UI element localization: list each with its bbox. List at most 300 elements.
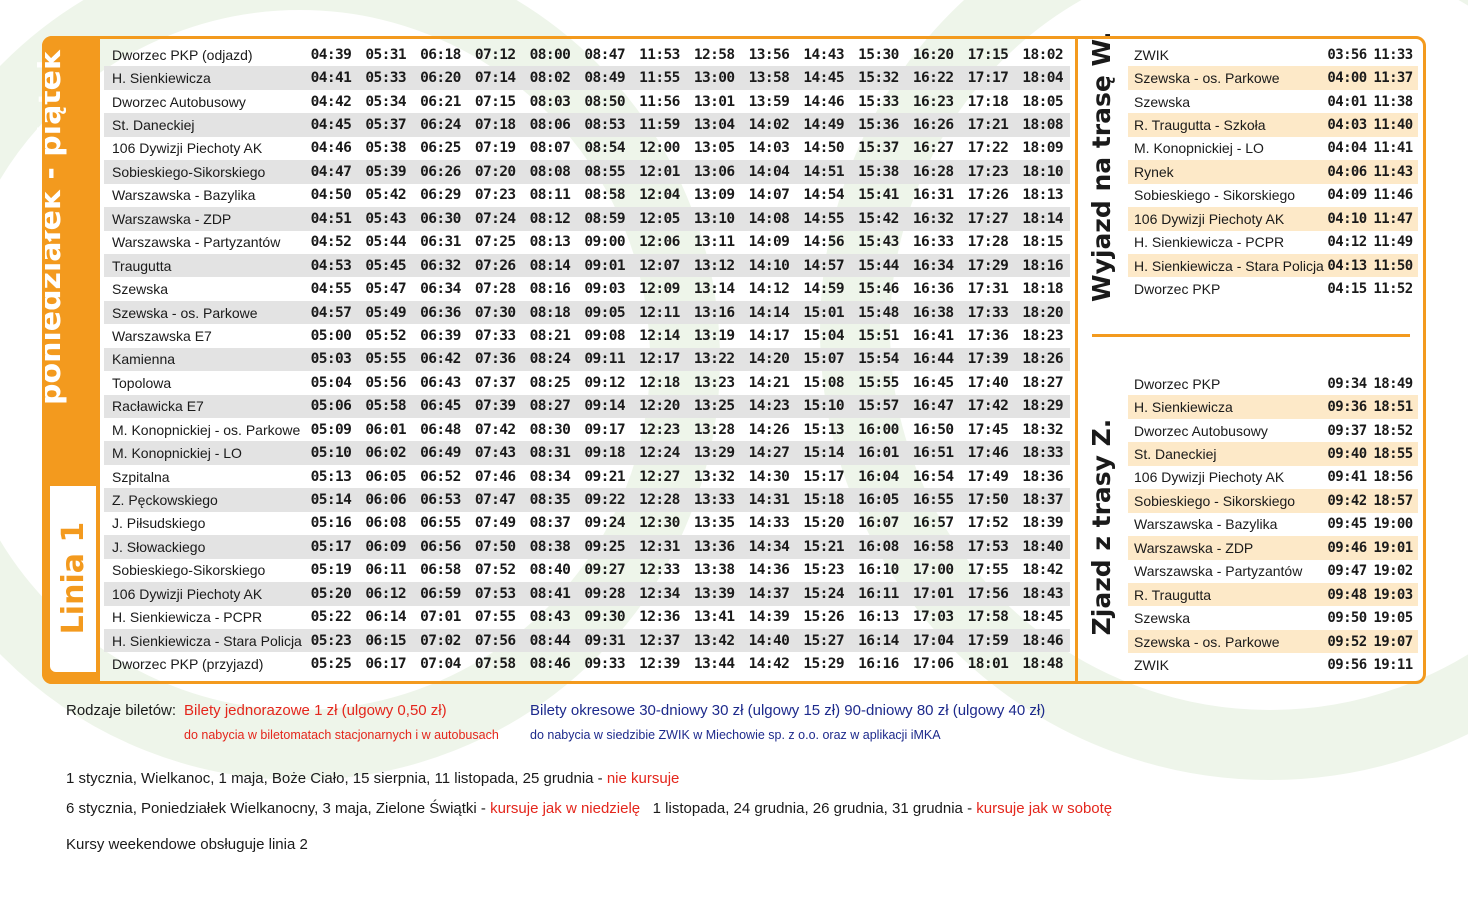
departure-time: 11:41	[1373, 140, 1413, 157]
departure-time: 06:39	[420, 327, 461, 344]
departure-time: 17:50	[967, 492, 1009, 509]
departure-time: 06:42	[420, 351, 461, 368]
departure-time: 14:14	[748, 304, 790, 321]
departure-time: 04:51	[310, 210, 352, 227]
departure-time: 09:33	[584, 656, 626, 673]
departure-time: 18:10	[1022, 163, 1064, 180]
departure-time: 17:22	[967, 140, 1009, 157]
departure-time: 11:56	[639, 93, 680, 110]
departure-time: 08:40	[529, 562, 571, 579]
departure-time: 06:58	[420, 562, 461, 579]
departure-time: 17:33	[967, 304, 1009, 321]
stop-name: Topolowa	[112, 374, 172, 391]
departure-time: 04:52	[310, 234, 352, 251]
departure-time: 18:23	[1022, 327, 1064, 344]
stop-name: St. Daneckiej	[112, 117, 195, 134]
departure-time: 12:09	[639, 281, 680, 298]
departure-time: 05:33	[365, 70, 407, 87]
departure-time: 17:17	[967, 70, 1009, 87]
tickets-label: Rodzaje biletów:	[66, 702, 177, 719]
departure-time: 18:33	[1022, 445, 1064, 462]
departure-time: 18:52	[1373, 422, 1413, 439]
departure-time: 13:42	[693, 632, 735, 649]
departure-time: 14:08	[748, 210, 790, 227]
departure-time: 13:05	[693, 140, 735, 157]
departure-time: 11:55	[639, 70, 680, 87]
departure-time: 16:11	[858, 585, 899, 602]
stop-name: Racławicka E7	[112, 398, 204, 415]
stop-name: Warszawska - Partyzantów	[1134, 563, 1303, 580]
departure-time: 09:48	[1327, 586, 1367, 603]
departure-time: 16:31	[912, 187, 954, 204]
stop-name: 106 Dywizji Piechoty AK	[1134, 210, 1285, 227]
departure-time: 07:36	[474, 351, 516, 368]
departure-time: 05:19	[310, 562, 352, 579]
departure-time: 18:09	[1022, 140, 1064, 157]
departure-time: 18:37	[1022, 492, 1064, 509]
departure-time: 19:03	[1373, 586, 1413, 603]
departure-time: 05:20	[310, 585, 352, 602]
departure-time: 08:58	[584, 187, 626, 204]
departure-time: 09:27	[584, 562, 626, 579]
stop-name: 106 Dywizji Piechoty AK	[112, 140, 263, 157]
departure-time: 11:40	[1373, 117, 1413, 134]
departure-time: 04:00	[1327, 70, 1367, 87]
departure-time: 05:52	[365, 327, 407, 344]
departure-time: 16:05	[858, 492, 899, 509]
departure-time: 07:26	[474, 257, 516, 274]
no-service-note	[66, 770, 679, 787]
departure-time: 17:15	[967, 46, 1009, 63]
departure-time: 12:58	[693, 46, 735, 63]
departure-time: 16:50	[912, 421, 954, 438]
stop-name: Sobieskiego - Sikorskiego	[1134, 187, 1296, 204]
departure-time: 09:08	[584, 327, 626, 344]
departure-time: 15:08	[803, 374, 845, 391]
stop-name: 106 Dywizji Piechoty AK	[1134, 469, 1285, 486]
departure-time: 08:54	[584, 140, 626, 157]
departure-time: 07:49	[474, 515, 516, 532]
departure-time: 13:11	[693, 234, 735, 251]
departure-time: 18:13	[1022, 187, 1064, 204]
departure-time: 09:45	[1327, 516, 1367, 533]
departure-time: 12:36	[639, 609, 680, 626]
departure-time: 09:25	[584, 538, 626, 555]
departure-time: 14:27	[748, 445, 790, 462]
departure-time: 14:17	[748, 327, 790, 344]
departure-time: 19:07	[1373, 633, 1413, 650]
departure-time: 17:59	[967, 632, 1009, 649]
departure-time: 16:16	[858, 656, 899, 673]
departure-time: 05:25	[310, 656, 352, 673]
departure-time: 06:12	[365, 585, 407, 602]
departure-time: 15:18	[803, 492, 845, 509]
departure-time: 12:18	[639, 374, 680, 391]
departure-time: 05:49	[365, 304, 407, 321]
departure-time: 08:35	[529, 492, 571, 509]
departure-time: 18:42	[1022, 562, 1064, 579]
departure-time: 15:26	[803, 609, 845, 626]
departure-time: 18:32	[1022, 421, 1064, 438]
departure-time: 06:09	[365, 538, 407, 555]
departure-time: 06:15	[365, 632, 407, 649]
departure-time: 17:23	[967, 163, 1009, 180]
saturday-label: kursuje jak w sobotę	[976, 800, 1113, 817]
departure-time: 04:09	[1327, 187, 1367, 204]
stop-name: Warszawska - Partyzantów	[112, 234, 281, 251]
departure-time: 18:51	[1373, 399, 1413, 416]
departure-time: 09:47	[1327, 563, 1367, 580]
departure-time: 06:02	[365, 445, 407, 462]
departure-time: 18:20	[1022, 304, 1064, 321]
departure-time: 11:50	[1373, 257, 1413, 274]
departure-time: 08:30	[529, 421, 571, 438]
departure-time: 13:16	[693, 304, 735, 321]
departure-time: 05:39	[365, 163, 407, 180]
departure-time: 08:06	[529, 117, 571, 134]
departure-time: 13:32	[693, 468, 735, 485]
departure-time: 05:37	[365, 117, 407, 134]
departure-time: 04:46	[310, 140, 352, 157]
departure-time: 16:41	[912, 327, 954, 344]
departure-time: 05:06	[310, 398, 352, 415]
departure-time: 06:52	[420, 468, 461, 485]
departure-time: 11:52	[1373, 281, 1413, 298]
departure-time: 18:48	[1022, 656, 1064, 673]
departure-time: 05:00	[310, 327, 352, 344]
departure-time: 14:34	[748, 538, 790, 555]
departure-time: 08:03	[529, 93, 571, 110]
departure-time: 08:13	[529, 234, 571, 251]
departure-time: 05:56	[365, 374, 407, 391]
departure-time: 18:15	[1022, 234, 1064, 251]
departure-time: 08:47	[584, 46, 626, 63]
departure-time: 04:55	[310, 281, 352, 298]
departure-time: 15:17	[803, 468, 845, 485]
departure-time: 16:44	[912, 351, 954, 368]
departure-time: 19:01	[1373, 539, 1413, 556]
departure-time: 12:01	[639, 163, 680, 180]
departure-time: 05:17	[310, 538, 352, 555]
departure-time: 08:21	[529, 327, 571, 344]
departure-time: 13:19	[693, 327, 735, 344]
stop-name: ZWIK	[1134, 46, 1169, 63]
departure-time: 17:04	[912, 632, 954, 649]
departure-time: 07:47	[474, 492, 516, 509]
departure-time: 18:39	[1022, 515, 1064, 532]
departure-time: 14:21	[748, 374, 790, 391]
departure-time: 16:20	[912, 46, 954, 63]
departure-time: 08:55	[584, 163, 626, 180]
departure-time: 15:41	[858, 187, 899, 204]
departure-time: 15:42	[858, 210, 899, 227]
stop-name: H. Sienkiewicza	[112, 70, 211, 87]
stop-name: Warszawska - ZDP	[112, 210, 232, 227]
departure-time: 06:18	[420, 46, 461, 63]
departure-time: 17:27	[967, 210, 1009, 227]
departure-time: 08:50	[584, 93, 626, 110]
stop-name: Sobieskiego-Sikorskiego	[112, 163, 266, 180]
departure-time: 12:23	[639, 421, 680, 438]
departure-time: 08:18	[529, 304, 571, 321]
stop-name: Traugutta	[112, 257, 172, 274]
stop-name: Warszawska - ZDP	[1134, 539, 1254, 556]
departure-time: 06:56	[420, 538, 461, 555]
departure-time: 05:31	[365, 46, 407, 63]
departure-time: 15:57	[858, 398, 899, 415]
departure-time: 08:44	[529, 632, 571, 649]
stop-name: Rynek	[1134, 163, 1174, 180]
departure-time: 06:25	[420, 140, 461, 157]
departure-time: 06:20	[420, 70, 461, 87]
departure-time: 05:22	[310, 609, 352, 626]
departure-time: 18:43	[1022, 585, 1064, 602]
departure-time: 05:10	[310, 445, 352, 462]
departure-time: 17:29	[967, 257, 1009, 274]
departure-time: 06:01	[365, 421, 407, 438]
departure-time: 06:36	[420, 304, 461, 321]
departure-time: 09:21	[584, 468, 626, 485]
departure-time: 15:46	[858, 281, 899, 298]
single-ticket-where: do nabycia w biletomatach stacjonarnych i w autobusach	[184, 728, 499, 742]
departure-time: 09:30	[584, 609, 626, 626]
departure-time: 14:56	[803, 234, 845, 251]
departure-time: 16:57	[912, 515, 954, 532]
departure-time: 09:17	[584, 421, 626, 438]
departure-time: 14:03	[748, 140, 790, 157]
departure-time: 14:31	[748, 492, 790, 509]
departure-time: 14:12	[748, 281, 790, 298]
departure-time: 16:34	[912, 257, 954, 274]
single-ticket-info: Bilety jednorazowe 1 zł (ulgowy 0,50 zł)	[184, 702, 447, 719]
departure-time: 16:22	[912, 70, 954, 87]
departure-time: 15:36	[858, 117, 899, 134]
departure-time: 17:28	[967, 234, 1009, 251]
departure-time: 11:38	[1373, 93, 1413, 110]
departure-time: 07:56	[474, 632, 516, 649]
departure-time: 06:24	[420, 117, 461, 134]
departure-time: 08:37	[529, 515, 571, 532]
period-ticket-where: do nabycia w siedzibie ZWIK w Miechowie sp. z o.o. oraz w aplikacji iMKA	[530, 728, 941, 742]
departure-time: 07:12	[474, 46, 516, 63]
departure-time: 19:00	[1373, 516, 1413, 533]
departure-time: 13:14	[693, 281, 735, 298]
departure-time: 07:02	[420, 632, 461, 649]
departure-time: 14:59	[803, 281, 845, 298]
departure-time: 16:28	[912, 163, 954, 180]
stop-name: Sobieskiego-Sikorskiego	[112, 562, 266, 579]
departure-time: 18:46	[1022, 632, 1064, 649]
departure-time: 14:04	[748, 163, 790, 180]
departure-time: 06:53	[420, 492, 461, 509]
departure-time: 09:42	[1327, 492, 1367, 509]
departure-time: 18:56	[1373, 469, 1413, 486]
departure-time: 06:55	[420, 515, 461, 532]
departure-time: 05:23	[310, 632, 352, 649]
departure-time: 07:01	[420, 609, 461, 626]
departure-time: 08:08	[529, 163, 571, 180]
departure-time: 13:33	[693, 492, 735, 509]
no-service-days: 1 stycznia, Wielkanoc, 1 maja, Boże Ciało, 15 sierpnia, 11 listopada, 25 grudnia -	[66, 770, 607, 787]
departure-time: 04:10	[1327, 210, 1367, 227]
departure-time: 04:12	[1327, 234, 1367, 251]
departure-time: 17:00	[912, 562, 954, 579]
departure-time: 07:23	[474, 187, 516, 204]
departure-time: 15:54	[858, 351, 899, 368]
departure-time: 06:14	[365, 609, 407, 626]
departure-time: 15:04	[803, 327, 845, 344]
stop-name: Warszawska E7	[112, 327, 212, 344]
departure-time: 15:21	[803, 538, 845, 555]
departure-time: 12:04	[639, 187, 680, 204]
departure-time: 06:30	[420, 210, 461, 227]
departure-time: 05:58	[365, 398, 407, 415]
departure-time: 11:59	[639, 117, 680, 134]
departure-time: 07:04	[420, 656, 461, 673]
line-label: Linia 1	[56, 521, 91, 635]
departure-time: 04:45	[310, 117, 352, 134]
departure-time: 06:48	[420, 421, 461, 438]
stop-name: M. Konopnickiej - os. Parkowe	[112, 421, 301, 438]
depot-out-title: Wyjazd na trasę W.	[1087, 31, 1116, 302]
departure-time: 17:31	[967, 281, 1009, 298]
departure-time: 15:43	[858, 234, 899, 251]
departure-time: 14:54	[803, 187, 845, 204]
departure-time: 13:01	[693, 93, 735, 110]
departure-time: 09:00	[584, 234, 626, 251]
departure-time: 09:22	[584, 492, 626, 509]
departure-time: 13:39	[693, 585, 735, 602]
departure-time: 09:56	[1327, 656, 1367, 673]
departure-time: 12:20	[639, 398, 680, 415]
departure-time: 04:50	[310, 187, 352, 204]
departure-time: 15:01	[803, 304, 845, 321]
departure-time: 18:14	[1022, 210, 1064, 227]
departure-time: 08:46	[529, 656, 571, 673]
departure-time: 17:58	[967, 609, 1009, 626]
stop-name: Warszawska - Bazylika	[1134, 516, 1278, 533]
departure-time: 16:33	[912, 234, 954, 251]
departure-time: 09:37	[1327, 422, 1367, 439]
stop-name: H. Sienkiewicza - PCPR	[112, 609, 263, 626]
departure-time: 14:49	[803, 117, 845, 134]
departure-time: 08:41	[529, 585, 571, 602]
departure-time: 05:14	[310, 492, 352, 509]
departure-time: 16:32	[912, 210, 954, 227]
departure-time: 06:08	[365, 515, 407, 532]
stop-name: J. Słowackiego	[112, 538, 206, 555]
stop-name: Dworzec Autobusowy	[112, 93, 246, 110]
departure-time: 13:29	[693, 445, 735, 462]
departure-time: 14:39	[748, 609, 790, 626]
departure-time: 03:56	[1327, 46, 1367, 63]
departure-time: 13:10	[693, 210, 735, 227]
departure-time: 06:34	[420, 281, 461, 298]
departure-time: 13:09	[693, 187, 735, 204]
departure-time: 11:43	[1373, 163, 1413, 180]
stop-name: Szewska	[1134, 610, 1191, 627]
departure-time: 05:45	[365, 257, 407, 274]
departure-time: 09:31	[584, 632, 626, 649]
departure-time: 07:37	[474, 374, 516, 391]
departure-time: 08:07	[529, 140, 571, 157]
departure-time: 14:50	[803, 140, 845, 157]
departure-time: 07:15	[474, 93, 516, 110]
departure-time: 15:14	[803, 445, 845, 462]
departure-time: 16:27	[912, 140, 954, 157]
departure-time: 18:57	[1373, 492, 1413, 509]
departure-time: 05:55	[365, 351, 407, 368]
departure-time: 12:33	[639, 562, 680, 579]
depot-in-title: Zjazd z trasy Z.	[1087, 418, 1116, 636]
departure-time: 04:41	[310, 70, 352, 87]
departure-time: 15:13	[803, 421, 845, 438]
departure-time: 19:11	[1373, 656, 1413, 673]
departure-time: 08:27	[529, 398, 571, 415]
departure-time: 17:42	[967, 398, 1009, 415]
period-ticket-info: Bilety okresowe 30-dniowy 30 zł (ulgowy 15 zł) 90-dniowy 80 zł (ulgowy 40 zł)	[530, 702, 1046, 719]
stop-name: Szewska	[1134, 93, 1191, 110]
departure-time: 11:49	[1373, 234, 1413, 251]
departure-time: 14:10	[748, 257, 790, 274]
timetable-frame	[42, 31, 1426, 684]
stop-name: Dworzec PKP	[1134, 375, 1221, 392]
departure-time: 11:46	[1373, 187, 1413, 204]
departure-time: 05:42	[365, 187, 407, 204]
stop-name: Dworzec Autobusowy	[1134, 422, 1268, 439]
saturday-days: 1 listopada, 24 grudnia, 26 grudnia, 31 grudnia -	[652, 800, 977, 817]
sunday-days: 6 stycznia, Poniedziałek Wielkanocny, 3 maja, Zielone Świątki -	[66, 800, 491, 817]
departure-time: 14:33	[748, 515, 790, 532]
departure-time: 07:52	[474, 562, 516, 579]
departure-time: 05:16	[310, 515, 352, 532]
departure-time: 16:01	[858, 445, 899, 462]
departure-time: 08:49	[584, 70, 626, 87]
departure-time: 04:04	[1327, 140, 1367, 157]
departure-time: 18:05	[1022, 93, 1064, 110]
departure-time: 17:21	[967, 117, 1009, 134]
departure-time: 15:37	[858, 140, 899, 157]
departure-time: 12:37	[639, 632, 680, 649]
departure-time: 07:14	[474, 70, 516, 87]
departure-time: 15:48	[858, 304, 899, 321]
departure-time: 13:58	[748, 70, 790, 87]
departure-time: 07:24	[474, 210, 516, 227]
departure-time: 16:26	[912, 117, 954, 134]
departure-time: 15:10	[803, 398, 845, 415]
departure-time: 18:16	[1022, 257, 1064, 274]
departure-time: 12:17	[639, 351, 680, 368]
departure-time: 16:54	[912, 468, 954, 485]
stop-name: Z. Pęckowskiego	[112, 492, 218, 509]
departure-time: 14:07	[748, 187, 790, 204]
departure-time: 14:23	[748, 398, 790, 415]
departure-time: 14:46	[803, 93, 845, 110]
departure-time: 13:44	[693, 656, 735, 673]
departure-time: 05:43	[365, 210, 407, 227]
departure-time: 09:01	[584, 257, 626, 274]
departure-time: 09:05	[584, 304, 626, 321]
departure-time: 14:36	[748, 562, 790, 579]
departure-time: 13:38	[693, 562, 735, 579]
departure-time: 15:51	[858, 327, 899, 344]
stop-name: H. Sienkiewicza - Stara Policja	[1134, 257, 1324, 274]
departure-time: 11:53	[639, 46, 680, 63]
departure-time: 05:03	[310, 351, 352, 368]
departure-time: 07:55	[474, 609, 516, 626]
departure-time: 08:00	[529, 46, 571, 63]
departure-time: 18:04	[1022, 70, 1064, 87]
